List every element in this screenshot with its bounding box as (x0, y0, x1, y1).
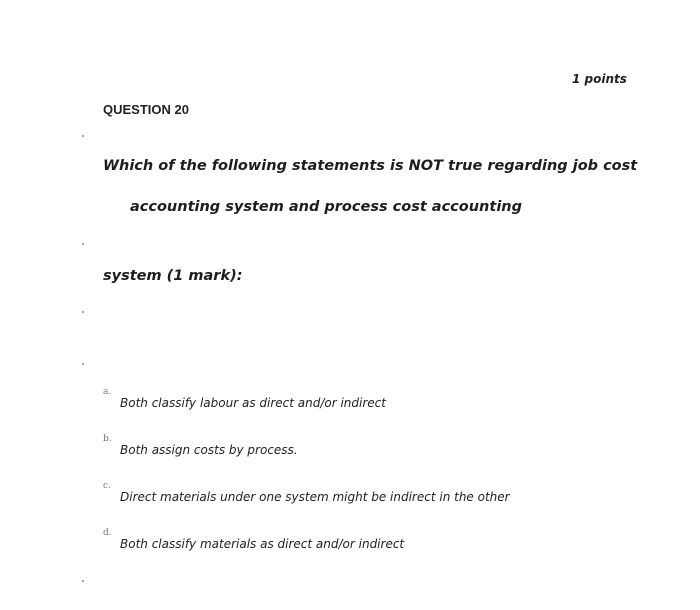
bullet-dot (82, 135, 84, 137)
choice-text: Both assign costs by process. (120, 443, 298, 457)
answer-choice-c[interactable] (103, 481, 643, 511)
bullet-dot (82, 311, 84, 313)
bullet-dot (82, 580, 84, 582)
answer-choice-a[interactable] (103, 387, 643, 417)
choice-text: Both classify materials as direct and/or indirect (120, 537, 405, 551)
points-label: 1 points (572, 72, 627, 86)
choice-text: Both classify labour as direct and/or indirect (120, 396, 386, 410)
answer-choice-d[interactable] (103, 528, 643, 558)
choice-letter: c. (103, 481, 111, 491)
question-text-line-3: system (1 mark): (103, 268, 243, 284)
choice-letter: b. (103, 434, 112, 444)
choice-text: Direct materials under one system might be indirect in the other (120, 490, 510, 504)
choice-letter: a. (103, 387, 112, 397)
bullet-dot (82, 243, 84, 245)
answer-choice-b[interactable] (103, 434, 643, 464)
bullet-dot (82, 363, 84, 365)
question-title: QUESTION 20 (103, 102, 189, 117)
question-text-line-2: accounting system and process cost accounting (130, 199, 522, 215)
question-text-line-1: Which of the following statements is NOT true regarding job cost (103, 158, 638, 174)
choice-letter: d. (103, 528, 112, 538)
